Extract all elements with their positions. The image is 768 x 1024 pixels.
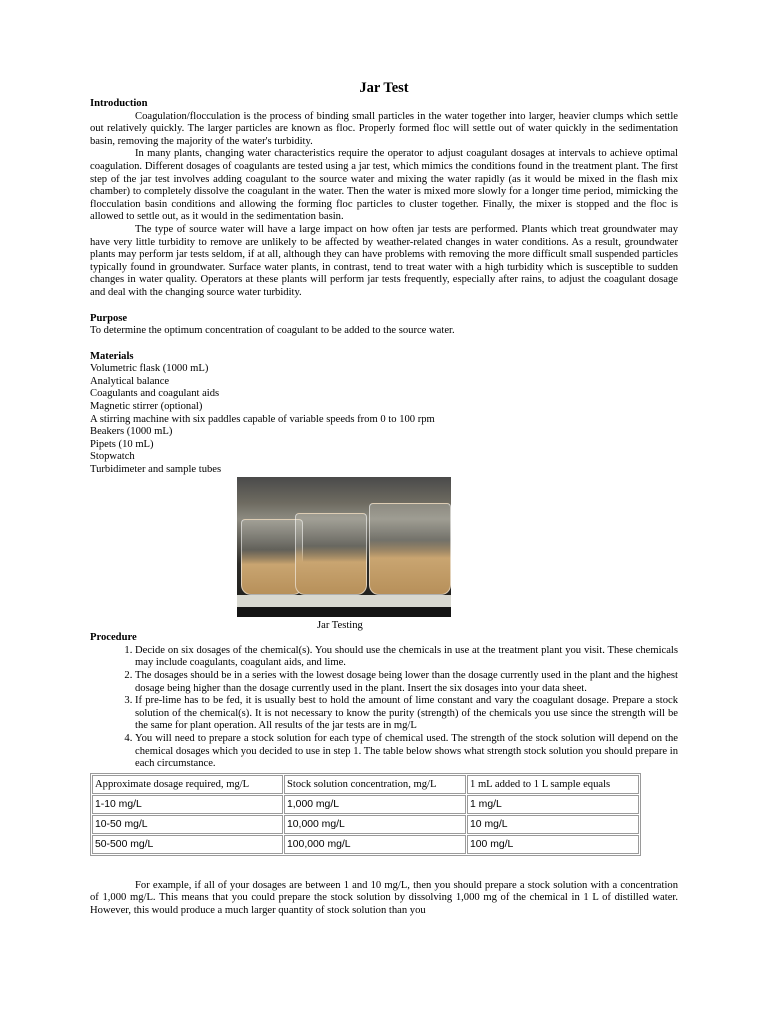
document-body [90, 80, 678, 918]
table-cell: 1 mg/L [467, 795, 639, 814]
procedure-step: 2. The dosages should be in a series with the lowest dosage being lower than the dosage currently used in the plant and the highest dosage being higher than the dosage currently used in the plant. Insert the six dosages into your data sheet. [135, 670, 678, 695]
jar-testing-photo [237, 477, 451, 617]
table-cell: 100,000 mg/L [284, 835, 466, 854]
stock-solution-table [90, 773, 641, 856]
material-item: Beakers (1000 mL) [90, 426, 173, 438]
introduction-paragraph: Coagulation/flocculation is the process of binding small particles in the water together into larger, heavier clumps which settle out relatively quickly. The larger particles are known as floc. Properly formed floc will settle out of water quickly in the sedimentation basin, removing the majority of the water's turbidity. [90, 110, 678, 147]
introduction-paragraph: In many plants, changing water characteristics require the operator to adjust coagulant dosages at intervals to achieve optimal coagulation. Different dosages of coagulants are tested using a jar test, which mimics the conditions found in the treatment plant. The first step of the jar test involves adding coagulant to the source water and mixing the water rapidly (as it would be mixed in the flash mix chamber) to completely dissolve the coagulant in the water. Then the water is mixed more slowly for a longer time period, mimicking the flocculation basin conditions and allowing the forming floc particles to cluster together. Finally, the mixer is stopped and the floc is allowed to settle out, as it would in the sedimentation basin. [90, 148, 678, 223]
material-item: Turbidimeter and sample tubes [90, 464, 222, 476]
table-header: 1 mL added to 1 L sample equals [467, 775, 639, 794]
purpose-text: To determine the optimum concentration of coagulant to be added to the source water. [90, 325, 455, 337]
procedure-step: 4. You will need to prepare a stock solution for each type of chemical used. The strength of the stock solution will depend on the chemical dosages which you decided to use in step 1. The table below shows what strength stock solution you should prepare in each circumstance. [135, 733, 678, 771]
purpose-heading: Purpose [90, 312, 128, 324]
table-row [92, 795, 639, 814]
procedure-list [90, 645, 678, 771]
page-title: Jar Test [359, 80, 409, 96]
jar-testing-figure [90, 477, 678, 633]
material-item: Stopwatch [90, 451, 135, 463]
table-header-row [92, 775, 639, 794]
table-header: Approximate dosage required, mg/L [92, 775, 283, 794]
procedure-step: 1. Decide on six dosages of the chemical(s). You should use the chemicals in use at the treatment plant you visit. These chemicals may include coagulants, coagulant aids, and lime. [135, 645, 678, 670]
procedure-step: 3. If pre-lime has to be fed, it is usually best to hold the amount of lime constant and vary the coagulant dosage. Prepare a stock solution of the chemical(s). It is not necessary to know the purity (strength) of the chemicals you use since the strength will be the same for plant operation. All results of the jar tests are in mg/L [135, 695, 678, 733]
material-item: Magnetic stirrer (optional) [90, 401, 203, 413]
material-item: Volumetric flask (1000 mL) [90, 363, 209, 375]
material-item: Analytical balance [90, 375, 170, 387]
table-header: Stock solution concentration, mg/L [284, 775, 466, 794]
figure-caption: Jar Testing [317, 619, 363, 631]
table-cell: 1,000 mg/L [284, 795, 466, 814]
table-cell: 10 mg/L [467, 815, 639, 834]
table-cell: 10,000 mg/L [284, 815, 466, 834]
procedure-heading: Procedure [90, 632, 137, 644]
table-cell: 100 mg/L [467, 835, 639, 854]
material-item: Coagulants and coagulant aids [90, 388, 220, 400]
table-cell: 1-10 mg/L [92, 795, 283, 814]
material-item: Pipets (10 mL) [90, 438, 154, 450]
introduction-paragraph: The type of source water will have a large impact on how often jar tests are performed. Plants which treat groundwater may have very little turbidity to remove are unlikely to be affected by weather-related changes in water conditions. As a result, groundwater plants may perform jar tests seldom, if at all, although they can have problems with removing the more difficult small suspended particles typically found in groundwater. Surface water plants, in contrast, tend to treat water with a high turbidity which is susceptible to sudden changes in water quality. Operators at these plants will perform jar tests frequently, especially after rains, to adjust the coagulant dosage and deal with the changing source water turbidity. [90, 223, 678, 298]
example-paragraph: For example, if all of your dosages are between 1 and 10 mg/L, then you should prepare a stock solution with a concentration of 1,000 mg/L. This means that you could prepare the stock solution by dissolving 1,000 mg of the chemical in 1 L of distilled water. However, this would produce a much larger quantity of stock solution than you [90, 879, 678, 916]
introduction-heading: Introduction [90, 98, 148, 109]
material-item: A stirring machine with six paddles capable of variable speeds from 0 to 100 rpm [90, 413, 435, 425]
materials-heading: Materials [90, 350, 134, 362]
table-cell: 10-50 mg/L [92, 815, 283, 834]
table-cell: 50-500 mg/L [92, 835, 283, 854]
table-row [92, 815, 639, 834]
table-row [92, 835, 639, 854]
